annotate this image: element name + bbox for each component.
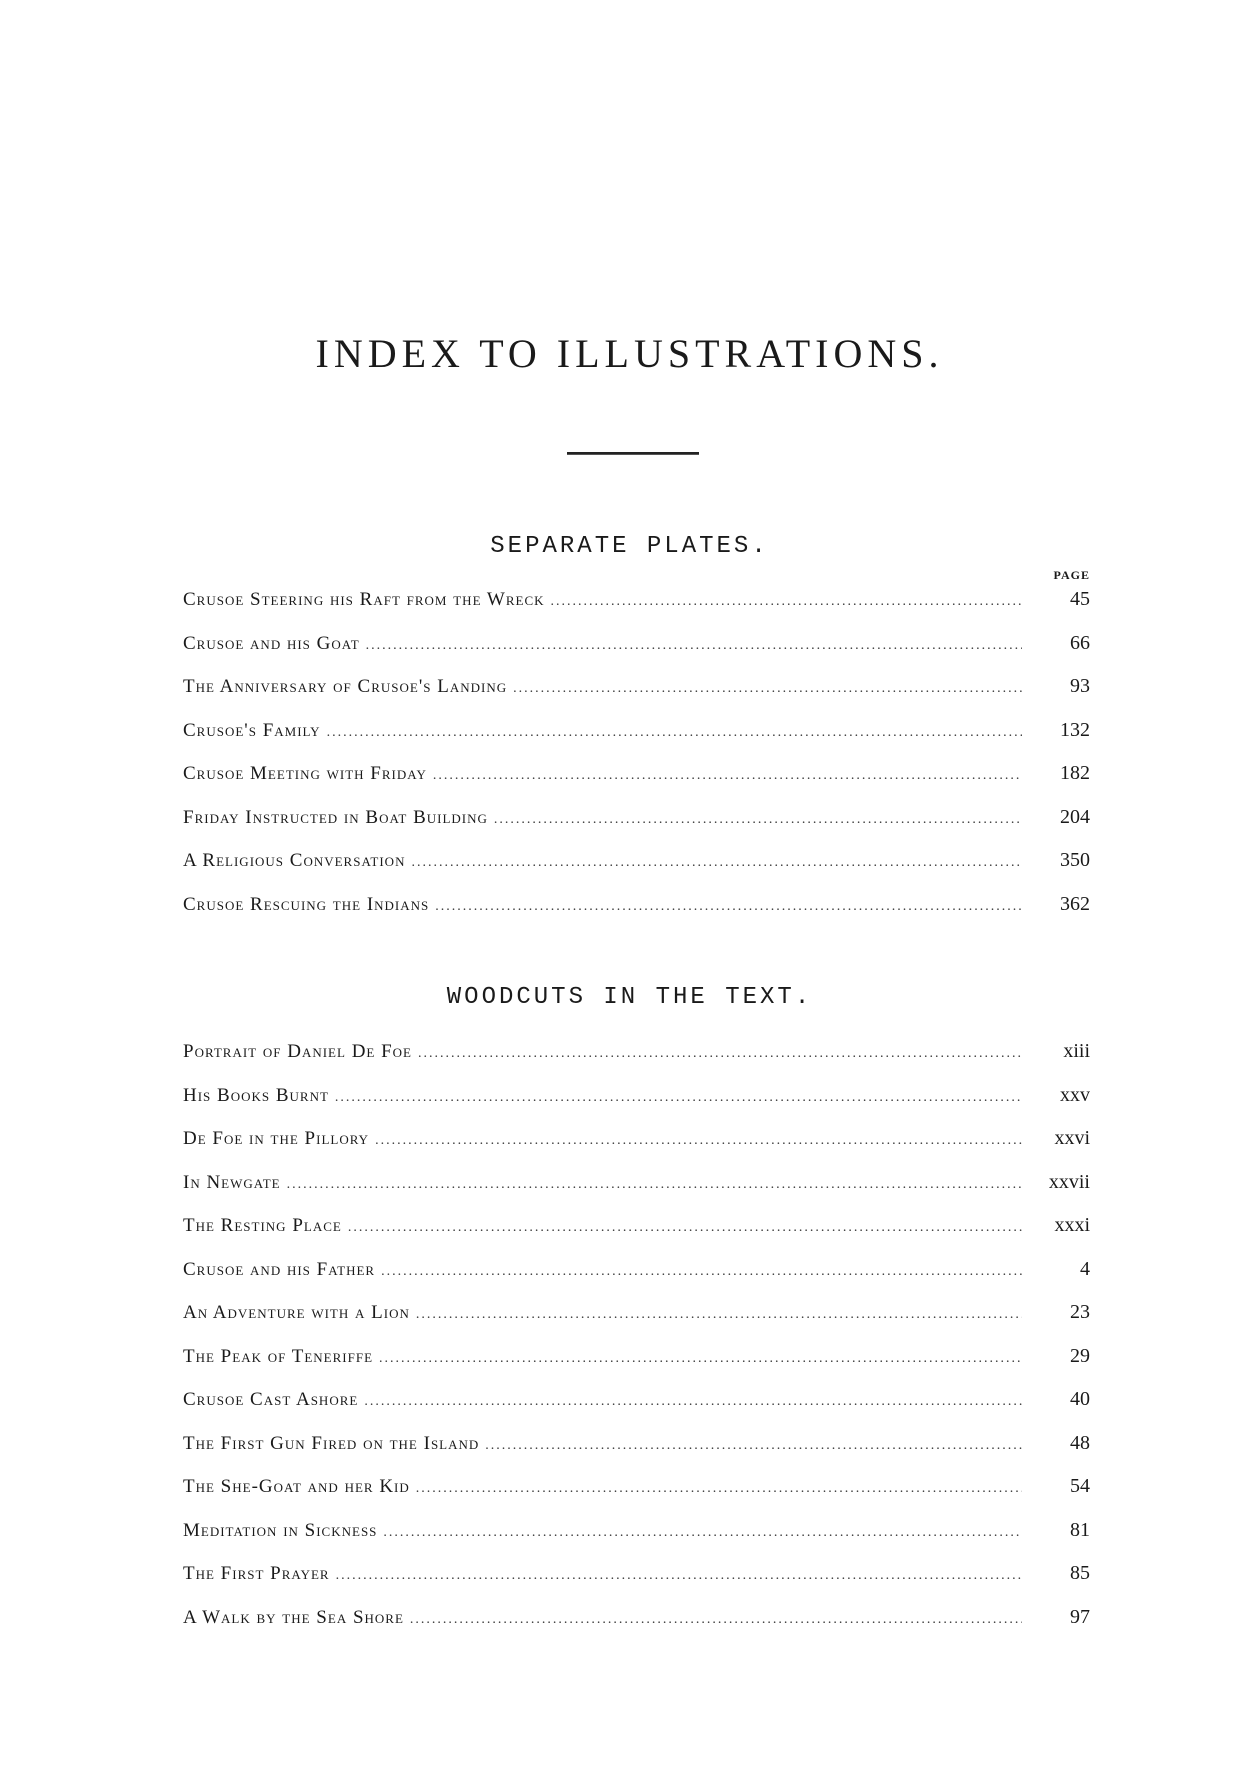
entry-title: In Newgate [183, 1171, 281, 1193]
page-column-label: PAGE [1053, 568, 1090, 582]
entry-title: Portrait of Daniel De Foe [183, 1041, 412, 1062]
dot-leader [364, 1394, 1022, 1410]
dot-leader [433, 768, 1022, 784]
list-item [183, 1084, 1090, 1128]
list-item [183, 1345, 1090, 1389]
list-item [183, 1388, 1090, 1432]
list-item [183, 632, 1090, 676]
entry-title: An Adventure with a Lion [183, 1302, 410, 1323]
page-title: INDEX TO ILLUSTRATIONS. [315, 331, 944, 376]
entry-page: 40 [1070, 1388, 1090, 1410]
entry-page: 362 [1060, 892, 1090, 915]
entry-page: xxxi [1054, 1214, 1090, 1236]
entry-page: 45 [1070, 588, 1090, 610]
entry-page: 4 [1080, 1257, 1090, 1280]
list-item [183, 1562, 1090, 1606]
list-item [183, 1606, 1090, 1650]
entry-title: The First Prayer [183, 1563, 330, 1584]
dot-leader [513, 681, 1022, 697]
section-heading-woodcuts: WOODCUTS IN THE TEXT. [446, 984, 813, 1011]
entry-page: 204 [1060, 805, 1090, 828]
dot-leader [418, 1046, 1022, 1062]
entry-page: xxvii [1048, 1170, 1090, 1193]
list-item [183, 1214, 1090, 1258]
entry-title: Crusoe Cast Ashore [183, 1389, 359, 1410]
entry-title: Crusoe Meeting with Friday [183, 763, 427, 784]
entry-page: 81 [1070, 1518, 1090, 1541]
list-item [183, 1519, 1090, 1563]
list-item [183, 1475, 1090, 1519]
list-item [183, 806, 1090, 850]
entry-title: Crusoe and his Goat [183, 632, 360, 654]
entry-title: The Anniversary of Crusoe's Landing [183, 676, 508, 697]
entry-title: Meditation in Sickness [183, 1519, 378, 1541]
dot-leader [485, 1438, 1022, 1454]
entry-page: 93 [1070, 675, 1090, 697]
entry-title: Friday Instructed in Boat Building [183, 806, 488, 828]
entry-title: His Books Burnt [183, 1084, 329, 1106]
entry-page: 29 [1070, 1344, 1090, 1367]
entry-page: 85 [1070, 1562, 1090, 1584]
dot-leader [411, 855, 1022, 871]
entry-title: A Religious Conversation [183, 850, 406, 871]
dot-leader [287, 1177, 1022, 1193]
entry-title: A Walk by the Sea Shore [183, 1606, 404, 1628]
entry-title: The She-Goat and her Kid [183, 1476, 410, 1497]
dot-leader [416, 1481, 1022, 1497]
entry-page: xiii [1063, 1040, 1090, 1062]
dot-leader [375, 1133, 1022, 1149]
list-item [183, 849, 1090, 893]
dot-leader [551, 594, 1022, 610]
entry-page: 54 [1070, 1475, 1090, 1497]
dot-leader [335, 1090, 1022, 1106]
list-item [183, 1040, 1090, 1084]
entry-title: Crusoe and his Father [183, 1258, 376, 1280]
dot-leader [336, 1568, 1022, 1584]
list-item [183, 675, 1090, 719]
list-item [183, 893, 1090, 937]
list-item [183, 1301, 1090, 1345]
dot-leader [435, 899, 1022, 915]
entry-page: 48 [1070, 1431, 1090, 1454]
entry-page: 23 [1070, 1301, 1090, 1323]
list-item [183, 719, 1090, 763]
entry-title: The First Gun Fired on the Island [183, 1432, 480, 1454]
entry-page: xxv [1060, 1083, 1090, 1106]
dot-leader [410, 1612, 1022, 1628]
entry-title: Crusoe's Family [183, 719, 321, 741]
dot-leader [416, 1307, 1022, 1323]
list-item [183, 1432, 1090, 1476]
entry-title: The Resting Place [183, 1215, 342, 1236]
entry-title: Crusoe Steering his Raft from the Wreck [183, 589, 545, 610]
list-item [183, 1127, 1090, 1171]
entry-page: 132 [1060, 718, 1090, 741]
separate-plates-list [183, 588, 1090, 936]
dot-leader [327, 725, 1022, 741]
woodcuts-list [183, 1040, 1090, 1649]
list-item [183, 588, 1090, 632]
list-item [183, 762, 1090, 806]
entry-title: Crusoe Rescuing the Indians [183, 893, 430, 915]
section-heading-separate-plates: SEPARATE PLATES. [490, 533, 769, 560]
entry-page: 97 [1070, 1605, 1090, 1628]
entry-page: 182 [1060, 762, 1090, 784]
entry-title: De Foe in the Pillory [183, 1128, 370, 1149]
entry-page: 66 [1070, 631, 1090, 654]
list-item [183, 1258, 1090, 1302]
dot-leader [379, 1351, 1022, 1367]
list-item [183, 1171, 1090, 1215]
entry-title: The Peak of Teneriffe [183, 1345, 374, 1367]
dot-leader [383, 1525, 1022, 1541]
entry-page: xxvi [1054, 1127, 1090, 1149]
dot-leader [348, 1220, 1022, 1236]
title-divider [567, 452, 699, 455]
dot-leader [494, 812, 1022, 828]
entry-page: 350 [1060, 849, 1090, 871]
dot-leader [381, 1264, 1022, 1280]
dot-leader [366, 638, 1022, 654]
